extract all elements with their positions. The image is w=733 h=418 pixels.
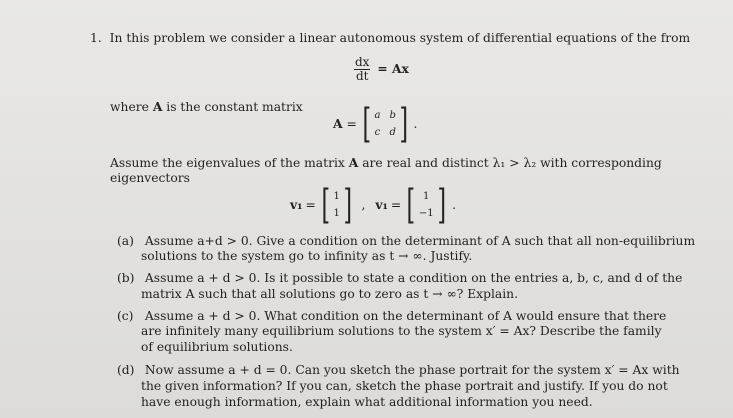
matrix-equals: = <box>346 117 357 131</box>
right-bracket: ] <box>399 101 408 147</box>
part-c-label: (c) <box>117 309 134 323</box>
vector1-entry-1: 1 <box>333 190 340 202</box>
where-pre: where <box>110 100 149 114</box>
vector-period: . <box>452 198 457 212</box>
matrix-A <box>359 101 412 147</box>
part-a-text1: Assume a+d > 0. Give a condition on the determinant of A such that all non-equilibrium <box>144 234 696 248</box>
part-d-line3: have enough information, explain what additional information you need. <box>141 395 593 409</box>
vector1 <box>318 182 356 228</box>
assume-pre: Assume the eigenvalues of the matrix <box>110 156 345 170</box>
left-bracket: [ <box>321 182 330 228</box>
vector2-entries <box>419 189 434 222</box>
part-d-line1 <box>117 362 680 378</box>
part-b-label: (b) <box>117 271 135 285</box>
problem-number: 1. <box>90 31 102 45</box>
eigen-assumption-line1 <box>110 155 662 171</box>
part-a-line2: solutions to the system go to infinity as t → ∞. Justify. <box>141 249 473 263</box>
matrix-definition <box>333 101 418 147</box>
part-d-text1: Now assume a + d = 0. Can you sketch the phase portrait for the system x′ = Ax with <box>144 363 680 377</box>
left-bracket: [ <box>362 101 371 147</box>
vector2-equals: = <box>390 198 402 212</box>
right-bracket: ] <box>437 182 446 228</box>
derivative-fraction <box>354 56 370 83</box>
assume-matrix-symbol: A <box>348 155 359 170</box>
vector1-label: v₁ <box>290 197 303 212</box>
matrix-entry-d: d <box>389 126 396 138</box>
matrix-entry-a: a <box>374 109 381 121</box>
vector1-equals: = <box>305 198 316 212</box>
right-bracket: ] <box>343 182 352 228</box>
vector2-label: v₁ <box>375 197 388 212</box>
vector1-entries <box>333 189 339 222</box>
part-c-line2: are infinitely many equilibrium solutions to the system x′ = Ax? Describe the family <box>141 324 662 338</box>
equation-rhs: = Ax <box>377 61 409 76</box>
part-a-label: (a) <box>117 234 134 248</box>
derivative-denominator: dt <box>355 69 369 83</box>
part-c-line3: of equilibrium solutions. <box>141 340 293 354</box>
part-d-line2: the given information? If you can, sketch the phase portrait and justify. If you do not <box>141 379 668 393</box>
matrix-entry-b: b <box>389 109 396 121</box>
part-b-line1 <box>117 270 682 286</box>
vector1-entry-2: 1 <box>333 207 340 219</box>
derivative-numerator: dx <box>355 55 370 69</box>
part-b-text1: Assume a + d > 0. Is it possible to state a condition on the entries a, b, c, and d of the <box>144 271 683 285</box>
where-post: is the constant matrix <box>166 100 303 114</box>
where-matrix-symbol: A <box>152 99 163 114</box>
assume-post: are real and distinct λ₁ > λ₂ with corresponding <box>362 156 662 170</box>
eigen-assumption-line2: eigenvectors <box>110 171 190 185</box>
differential-equation <box>354 56 409 83</box>
eigenvectors <box>290 182 457 228</box>
problem-intro <box>90 30 690 46</box>
vector2-entry-1: 1 <box>423 190 430 202</box>
part-c-text1: Assume a + d > 0. What condition on the determinant of A would ensure that there <box>144 309 667 323</box>
where-line <box>110 99 303 115</box>
part-a-line1 <box>117 233 695 249</box>
left-bracket: [ <box>406 182 416 228</box>
matrix-entry-c: c <box>374 126 381 138</box>
vector2 <box>403 182 449 228</box>
matrix-label: A <box>333 116 343 131</box>
part-c-line1 <box>117 308 666 324</box>
part-d-label: (d) <box>117 363 135 377</box>
matrix-period: . <box>413 117 418 131</box>
vector-comma: , <box>361 198 366 212</box>
matrix-entries <box>374 108 395 141</box>
vector2-entry-2: −1 <box>418 207 434 219</box>
intro-text: In this problem we consider a linear autonomous system of differential equations of the from <box>109 31 691 45</box>
part-b-line2: matrix A such that all solutions go to zero as t → ∞? Explain. <box>141 287 519 301</box>
